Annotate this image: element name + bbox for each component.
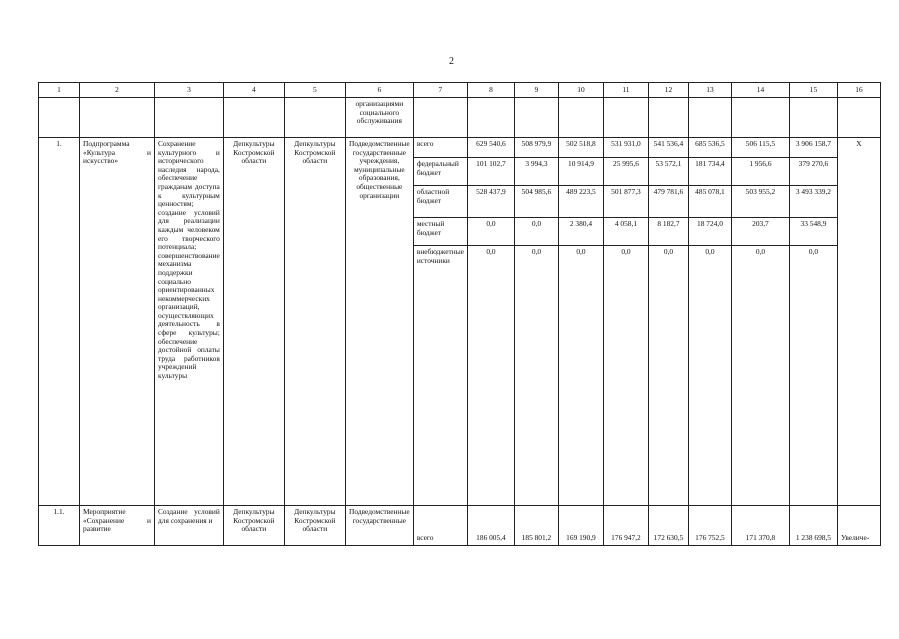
col16-mark: X	[837, 138, 880, 506]
col-head: 9	[514, 83, 558, 98]
value-cell: 25 995,6	[603, 158, 648, 186]
value-cell: 485 078,1	[688, 186, 731, 218]
value-cell: 0,0	[648, 246, 688, 506]
value-cell: 508 979,9	[514, 138, 558, 158]
col-head: 2	[80, 83, 155, 98]
value-cell: 3 906 158,7	[789, 138, 837, 158]
value-cell: 3 994,3	[514, 158, 558, 186]
value-cell: 629 540,6	[467, 138, 514, 158]
value-cell: 2 380,4	[558, 218, 603, 246]
participants-continued: организациями социального обслуживания	[345, 98, 413, 138]
col-head: 15	[789, 83, 837, 98]
table-row	[39, 506, 881, 546]
value-cell: 0,0	[789, 246, 837, 506]
value-cell: 0,0	[467, 246, 514, 506]
participants: Подведомственные государственные учреждения, муниципальные образования, общественные организации	[345, 138, 413, 506]
col-head: 16	[837, 83, 880, 98]
value-cell: 101 102,7	[467, 158, 514, 186]
value-cell: 0,0	[603, 246, 648, 506]
value-cell: 171 370,8	[731, 506, 789, 546]
value-cell: 203,7	[731, 218, 789, 246]
value-cell: 10 914,9	[558, 158, 603, 186]
value-cell: 0,0	[731, 246, 789, 506]
subprogram-goal: Сохранение культурного и исторического наследия народа, обеспечение гражданам доступа к культурным ценностям; создание условий для реализации каждым человеком его творческого потенциала; совершенствование механизма поддержки социально ориентированных некоммерческих организаций, осуществляющих деятельность в сфере культуры; обеспечение достойной оплаты труда работников учреждений культуры	[155, 138, 224, 506]
value-cell: 504 985,6	[514, 186, 558, 218]
value-cell: 176 752,5	[688, 506, 731, 546]
row-number: 1.	[39, 138, 80, 506]
source-label: всего	[413, 506, 467, 546]
value-cell: 479 781,6	[648, 186, 688, 218]
co-executor: Депкультуры Костромской области	[284, 138, 345, 506]
value-cell: 0,0	[688, 246, 731, 506]
col-head: 12	[648, 83, 688, 98]
event-name: Мероприятие «Сохранение и развитие	[80, 506, 155, 546]
value-cell: 181 734,4	[688, 158, 731, 186]
responsible-executor: Депкультуры Костромской области	[223, 506, 284, 546]
value-cell: 172 630,5	[648, 506, 688, 546]
value-cell: 1 238 698,5	[789, 506, 837, 546]
col-head: 5	[284, 83, 345, 98]
source-label: внебюджетные источники	[413, 246, 467, 506]
col-head: 8	[467, 83, 514, 98]
col-head: 6	[345, 83, 413, 98]
col-head: 13	[688, 83, 731, 98]
value-cell: 185 801,2	[514, 506, 558, 546]
value-cell: 528 437,9	[467, 186, 514, 218]
value-cell: 8 182,7	[648, 218, 688, 246]
value-cell: 531 931,0	[603, 138, 648, 158]
value-cell: 685 536,5	[688, 138, 731, 158]
value-cell: 169 190,9	[558, 506, 603, 546]
col-head: 7	[413, 83, 467, 98]
table-row	[39, 138, 881, 158]
value-cell: 0,0	[558, 246, 603, 506]
value-cell: 4 058,1	[603, 218, 648, 246]
value-cell: 541 536,4	[648, 138, 688, 158]
value-cell: 501 877,3	[603, 186, 648, 218]
value-cell: 379 270,6	[789, 158, 837, 186]
value-cell: 186 005,4	[467, 506, 514, 546]
value-cell: 3 493 339,2	[789, 186, 837, 218]
value-cell: 53 572,1	[648, 158, 688, 186]
col-head: 4	[223, 83, 284, 98]
value-cell: 33 548,9	[789, 218, 837, 246]
col-head: 1	[39, 83, 80, 98]
source-label: местный бюджет	[413, 218, 467, 246]
value-cell: 176 947,2	[603, 506, 648, 546]
subprogram-name: Подпрограмма «Культура и искусство»	[80, 138, 155, 506]
program-table	[38, 82, 881, 546]
value-cell: 0,0	[514, 246, 558, 506]
col-head: 11	[603, 83, 648, 98]
value-cell: 0,0	[467, 218, 514, 246]
value-cell: 502 518,8	[558, 138, 603, 158]
row-number: 1.1.	[39, 506, 80, 546]
col-head: 3	[155, 83, 224, 98]
page-number: 2	[449, 56, 454, 67]
responsible-executor: Депкультуры Костромской области	[223, 138, 284, 506]
value-cell: 489 223,5	[558, 186, 603, 218]
participants: Подведомственные государственные	[345, 506, 413, 546]
continuation-row	[39, 98, 881, 138]
column-number-row	[39, 83, 881, 98]
co-executor: Депкультуры Костромской области	[284, 506, 345, 546]
col-head: 10	[558, 83, 603, 98]
col16-note: Увеличе-	[837, 506, 880, 546]
source-label: федеральный бюджет	[413, 158, 467, 186]
event-goal: Создание условий для сохранения и	[155, 506, 224, 546]
value-cell: 0,0	[514, 218, 558, 246]
value-cell: 18 724,0	[688, 218, 731, 246]
value-cell: 506 115,5	[731, 138, 789, 158]
source-label: всего	[413, 138, 467, 158]
source-label: областной бюджет	[413, 186, 467, 218]
col-head: 14	[731, 83, 789, 98]
value-cell: 1 956,6	[731, 158, 789, 186]
value-cell: 503 955,2	[731, 186, 789, 218]
